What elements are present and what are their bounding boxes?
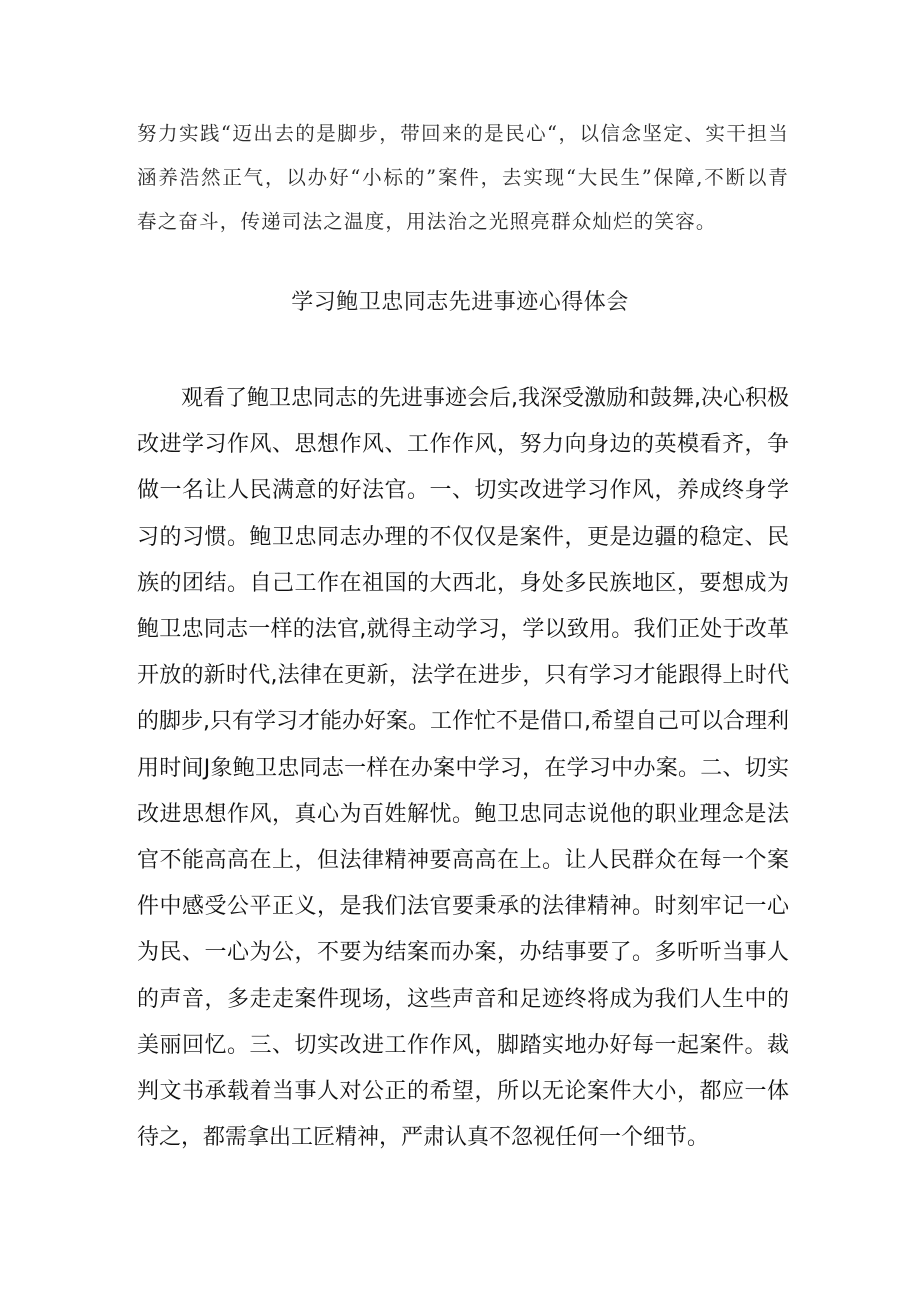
intro-paragraph: 努力实践“迈出去的是脚步，带回来的是民心“，以信念坚定、实干担当涵养浩然正气，以办好“小标的”案件，去实现“大民生”保障,不断以青春之奋斗，传递司法之温度，用法治之光照亮群众灿烂的笑容。	[137, 122, 789, 233]
document-title: 学习鲍卫忠同志先进事迹心得体会	[291, 290, 629, 315]
body-paragraph: 观看了鲍卫忠同志的先进事迹会后,我深受激励和鼓舞,决心积极改进学习作风、思想作风、工作作风，努力向身边的英模看齐，争做一名让人民满意的好法官。一、切实改进学习作风，养成终身学习的习惯。鲍卫忠同志办理的不仅仅是案件，更是边疆的稳定、民族的团结。自己工作在祖国的大西北，身处多民族地区，要想成为鲍卫忠同志一样的法官,就得主动学习，学以致用。我们正处于改革开放的新时代,法律在更新，法学在进步，只有学习才能跟得上时代的脚步,只有学习才能办好案。工作忙不是借口,希望自己可以合理利用时间J象鲍卫忠同志一样在办案中学习，在学习中办案。二、切实改进思想作风，真心为百姓解忧。鲍卫忠同志说他的职业理念是法官不能高高在上，但法律精神要高高在上。让人民群众在每一个案件中感受公平正义，是我们法官要秉承的法律精神。时刻牢记一心为民、一心为公，不要为结案而办案，办结事要了。多听听当事人的声音，多走走案件现场，这些声音和足迹终将成为我们人生中的美丽回忆。三、切实改进工作作风，脚踏实地办好每一起案件。裁判文书承载着当事人对公正的希望，所以无论案件大小，都应一体待之，都需拿出工匠精神，严肃认真不忽视任何一个细节。	[137, 386, 789, 1151]
